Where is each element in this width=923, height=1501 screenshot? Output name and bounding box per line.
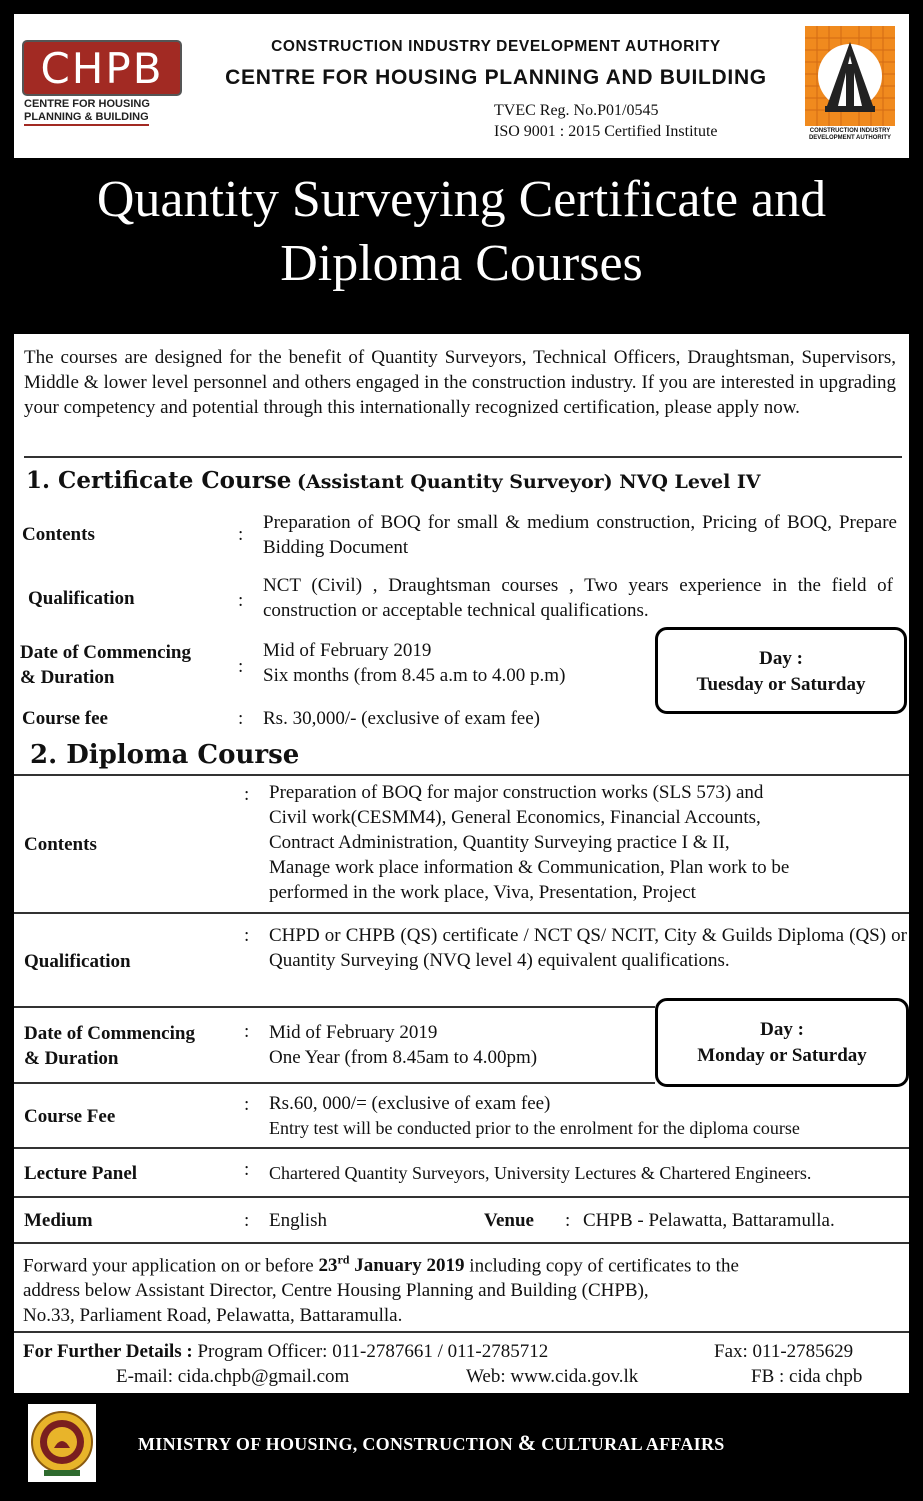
ministry-pre: MINISTRY OF HOUSING, CONSTRUCTION xyxy=(138,1434,518,1454)
dip-contents-line: Manage work place information & Communication, Plan work to be xyxy=(269,857,790,878)
cert-qualification-value: NCT (Civil) , Draughtsman courses , Two years experience in the field of construction or acceptable technical qualifications. xyxy=(263,575,893,621)
email-address: E-mail: cida.chpb@gmail.com xyxy=(116,1366,350,1387)
cert-date-label-2: & Duration xyxy=(20,667,115,688)
cida-logo xyxy=(805,26,895,142)
forward-date-sup: rd xyxy=(337,1253,350,1267)
ministry-post: CULTURAL AFFAIRS xyxy=(536,1434,725,1454)
chpb-logo xyxy=(22,40,182,130)
cert-contents-label: Contents xyxy=(22,524,95,545)
dip-contents-label: Contents xyxy=(24,834,97,855)
contact-line-1 xyxy=(23,1339,548,1364)
ministry-name xyxy=(138,1430,725,1456)
ministry-amp: & xyxy=(517,1430,537,1455)
certificate-heading-sub: (Assistant Quantity Surveyor) NVQ Level IV xyxy=(296,471,761,493)
divider xyxy=(14,1147,909,1149)
dip-fee-value-2: Entry test will be conducted prior to the enrolment for the diploma course xyxy=(269,1118,800,1138)
dip-qualification-label: Qualification xyxy=(24,951,131,972)
forward-line-3: No.33, Parliament Road, Pelawatta, Battaramulla. xyxy=(23,1305,403,1327)
page: CHPB CENTRE FOR HOUSING PLANNING & BUILDING CONSTRUCTION INDUSTRY DEVELOPMENT AUTHORITY CENTRE FOR HOUSING PLANNING AND BUILDING TVEC Reg. No.P01/0545 ISO 9001 : 2015 Certified Institute CONSTRUCTION INDUSTRY DEVELOPMENT AUTHORITY Quantity Surveying Certificate and Diploma Courses The courses are designed for the benefit of Quantity Surveyors, Technical Officers, Draughtsman, Supervisors, Middle & lower level personnel and others engaged in the construction industry. If you are interested in upgrading your competency and potential through this internationally recognized certification, please apply now. 1. Certificate Course (Assistant Quantity Surveyor) NVQ Level IV Contents : Preparation of BOQ for small & medium construction, Pricing of BOQ, Prepare Bidding Document Qualification : NCT (Civil) , Draughtsman courses , Two years experience in the field of construction or acceptable technical qualifications. Date of Commencing & Duration : Mid of February 2019 Six months (from 8.45 a.m to 4.00 p.m) Day : Tuesday or Saturday Course fee : Rs. 30,000/- (exclusive of exam fee) 2. Diploma Course Contents : Preparation of BOQ for major construction works (SLS 573) and Civil work(CESMM4), General Economics, Financial Accounts, Contract Administration, Quantity Surveying practice I & II, Manage work place information & Communication, Plan work to be performed in the work place, Viva, Presentation, Project Qualification : CHPD or CHPB (QS) certificate / NCT QS/ NCIT, City & Guilds Diploma (QS) or Quantity Surveying (NVQ level 4) equivalent qualifications. Date of Commencing & Duration : Mid of February 2019 One Year (from 8.45am to 4.00pm) Day : Monday or Saturday Course Fee : Rs.60, 000/= (exclusive of exam fee) Entry test will be conducted prior to the enrolment for the diploma course Lecture Panel : Chartered Quantity Surveyors, University Lectures & Chartered Engineers. Medium : English Venue : CHPB - Pelawatta, Battaramulla. Forward your application on or before 23rd January 2019 including copy of certificates to the address below Assistant Director, Centre Housing Planning and Building (CHPB), No.33, Parliament Road, Pelawatta, Battaramulla. For Further Details : Program Officer: 011-2787661 / 011-2785712 Fax: 011-2785629 E-mail: cida.chpb@gmail.com Web: www.cida.gov.lk FB : cida chpb MINISTRY OF HOUSING, CONSTRUCTION & CULTURAL AFFAIRS xyxy=(14,14,909,1487)
certificate-heading-main: 1. Certificate Course xyxy=(26,467,292,494)
dip-date-label xyxy=(24,1021,195,1071)
dip-date-value-1: Mid of February 2019 xyxy=(269,1022,438,1043)
page-title-line-1: Quantity Surveying Certificate and xyxy=(96,171,827,228)
divider xyxy=(14,912,909,914)
dip-fee-value-1: Rs.60, 000/= (exclusive of exam fee) xyxy=(269,1093,551,1114)
diploma-heading: 2. Diploma Course xyxy=(30,740,300,770)
page-title-line-2: Diploma Courses xyxy=(280,235,643,292)
dip-fee-label: Course Fee xyxy=(24,1106,116,1127)
divider xyxy=(14,774,909,776)
forward-paragraph xyxy=(23,1248,903,1328)
cida-logo-text-1: CONSTRUCTION INDUSTRY xyxy=(809,128,891,134)
facebook-page: FB : cida chpb xyxy=(751,1366,863,1387)
cert-date-label xyxy=(20,640,191,690)
forward-line-2: address below Assistant Director, Centre Housing Planning and Building (CHPB), xyxy=(23,1280,649,1302)
dip-medium-label: Medium xyxy=(24,1210,93,1231)
cert-date-value xyxy=(263,638,565,688)
dip-date-label-2: & Duration xyxy=(24,1048,119,1069)
dip-day-label: Day : xyxy=(760,1019,804,1040)
authority-name: CONSTRUCTION INDUSTRY DEVELOPMENT AUTHORITY xyxy=(271,38,721,55)
dip-venue-label: Venue xyxy=(484,1210,534,1231)
dip-qualification-value: CHPD or CHPB (QS) certificate / NCT QS/ NCIT, City & Guilds Diploma (QS) or Quantity Surveying (NVQ level 4) equivalent qualifications. xyxy=(269,925,907,971)
dip-panel-value: Chartered Quantity Surveyors, University Lectures & Chartered Engineers. xyxy=(269,1163,812,1183)
dip-date-label-1: Date of Commencing xyxy=(24,1023,195,1044)
forward-post: including copy of certificates to the xyxy=(464,1255,739,1277)
cert-date-value-2: Six months (from 8.45 a.m to 4.00 p.m) xyxy=(263,665,566,686)
divider xyxy=(24,456,902,458)
cert-contents-value: Preparation of BOQ for small & medium construction, Pricing of BOQ, Prepare Bidding Document xyxy=(263,512,897,558)
dip-contents-value xyxy=(269,780,909,905)
forward-date-day: 23 xyxy=(318,1255,338,1277)
forward-pre: Forward your application on or before xyxy=(23,1255,319,1277)
website: Web: www.cida.gov.lk xyxy=(466,1366,639,1387)
chpb-logo-sub-2: PLANNING & BUILDING xyxy=(24,111,149,126)
dip-fee-value xyxy=(269,1091,909,1141)
cert-date-value-1: Mid of February 2019 xyxy=(263,640,432,661)
dip-date-value xyxy=(269,1020,537,1070)
registration-info xyxy=(494,100,718,142)
dip-day-value: Monday or Saturday xyxy=(697,1045,867,1066)
dip-panel-label: Lecture Panel xyxy=(24,1163,138,1184)
cert-qualification-label: Qualification xyxy=(28,588,135,609)
dip-venue-value: CHPB - Pelawatta, Battaramulla. xyxy=(583,1210,835,1231)
cida-logo-text-2: DEVELOPMENT AUTHORITY xyxy=(808,135,892,141)
program-officer-phone: Program Officer: 011-2787661 / 011-2785712 xyxy=(192,1341,549,1362)
contact-label: For Further Details : xyxy=(23,1341,193,1362)
centre-name: CENTRE FOR HOUSING PLANNING AND BUILDING xyxy=(225,66,767,89)
dip-contents-line: performed in the work place, Viva, Presentation, Project xyxy=(269,882,696,903)
cert-fee-value: Rs. 30,000/- (exclusive of exam fee) xyxy=(263,708,540,729)
divider xyxy=(14,1082,655,1084)
dip-contents-line: Civil work(CESMM4), General Economics, Financial Accounts, xyxy=(269,807,761,828)
cert-day-label: Day : xyxy=(759,648,803,669)
dip-date-value-2: One Year (from 8.45am to 4.00pm) xyxy=(269,1047,538,1068)
sri-lanka-emblem xyxy=(28,1404,96,1482)
cert-day-value: Tuesday or Saturday xyxy=(696,674,866,695)
divider xyxy=(14,1196,909,1198)
page-title xyxy=(14,168,909,296)
dip-contents-line: Preparation of BOQ for major construction works (SLS 573) and xyxy=(269,782,764,803)
certificate-heading xyxy=(26,467,761,494)
title-band xyxy=(14,158,909,334)
forward-date-rest: January 2019 xyxy=(349,1255,465,1277)
cert-day-box xyxy=(655,627,907,714)
divider xyxy=(14,1006,655,1008)
header xyxy=(14,14,909,158)
dip-medium-value: English xyxy=(269,1210,328,1231)
chpb-logo-text: CHPB xyxy=(40,43,164,93)
divider xyxy=(14,1242,909,1244)
cert-fee-label: Course fee xyxy=(22,708,108,729)
fax-number: Fax: 011-2785629 xyxy=(714,1341,854,1362)
dip-contents-line: Contract Administration, Quantity Surveying practice I & II, xyxy=(269,832,730,853)
divider xyxy=(14,1331,909,1333)
tvec-registration: TVEC Reg. No.P01/0545 xyxy=(494,102,659,119)
chpb-logo-sub-1: CENTRE FOR HOUSING xyxy=(24,98,150,110)
dip-day-box xyxy=(655,998,909,1087)
intro-paragraph: The courses are designed for the benefit of Quantity Surveyors, Technical Officers, Draughtsman, Supervisors, Middle & lower level personnel and others engaged in the construction industry. If you are interested in upgrading your competency and potential through this internationally recognized certification, please apply now. xyxy=(24,347,896,418)
cert-date-label-1: Date of Commencing xyxy=(20,642,191,663)
iso-certification: ISO 9001 : 2015 Certified Institute xyxy=(494,123,718,140)
